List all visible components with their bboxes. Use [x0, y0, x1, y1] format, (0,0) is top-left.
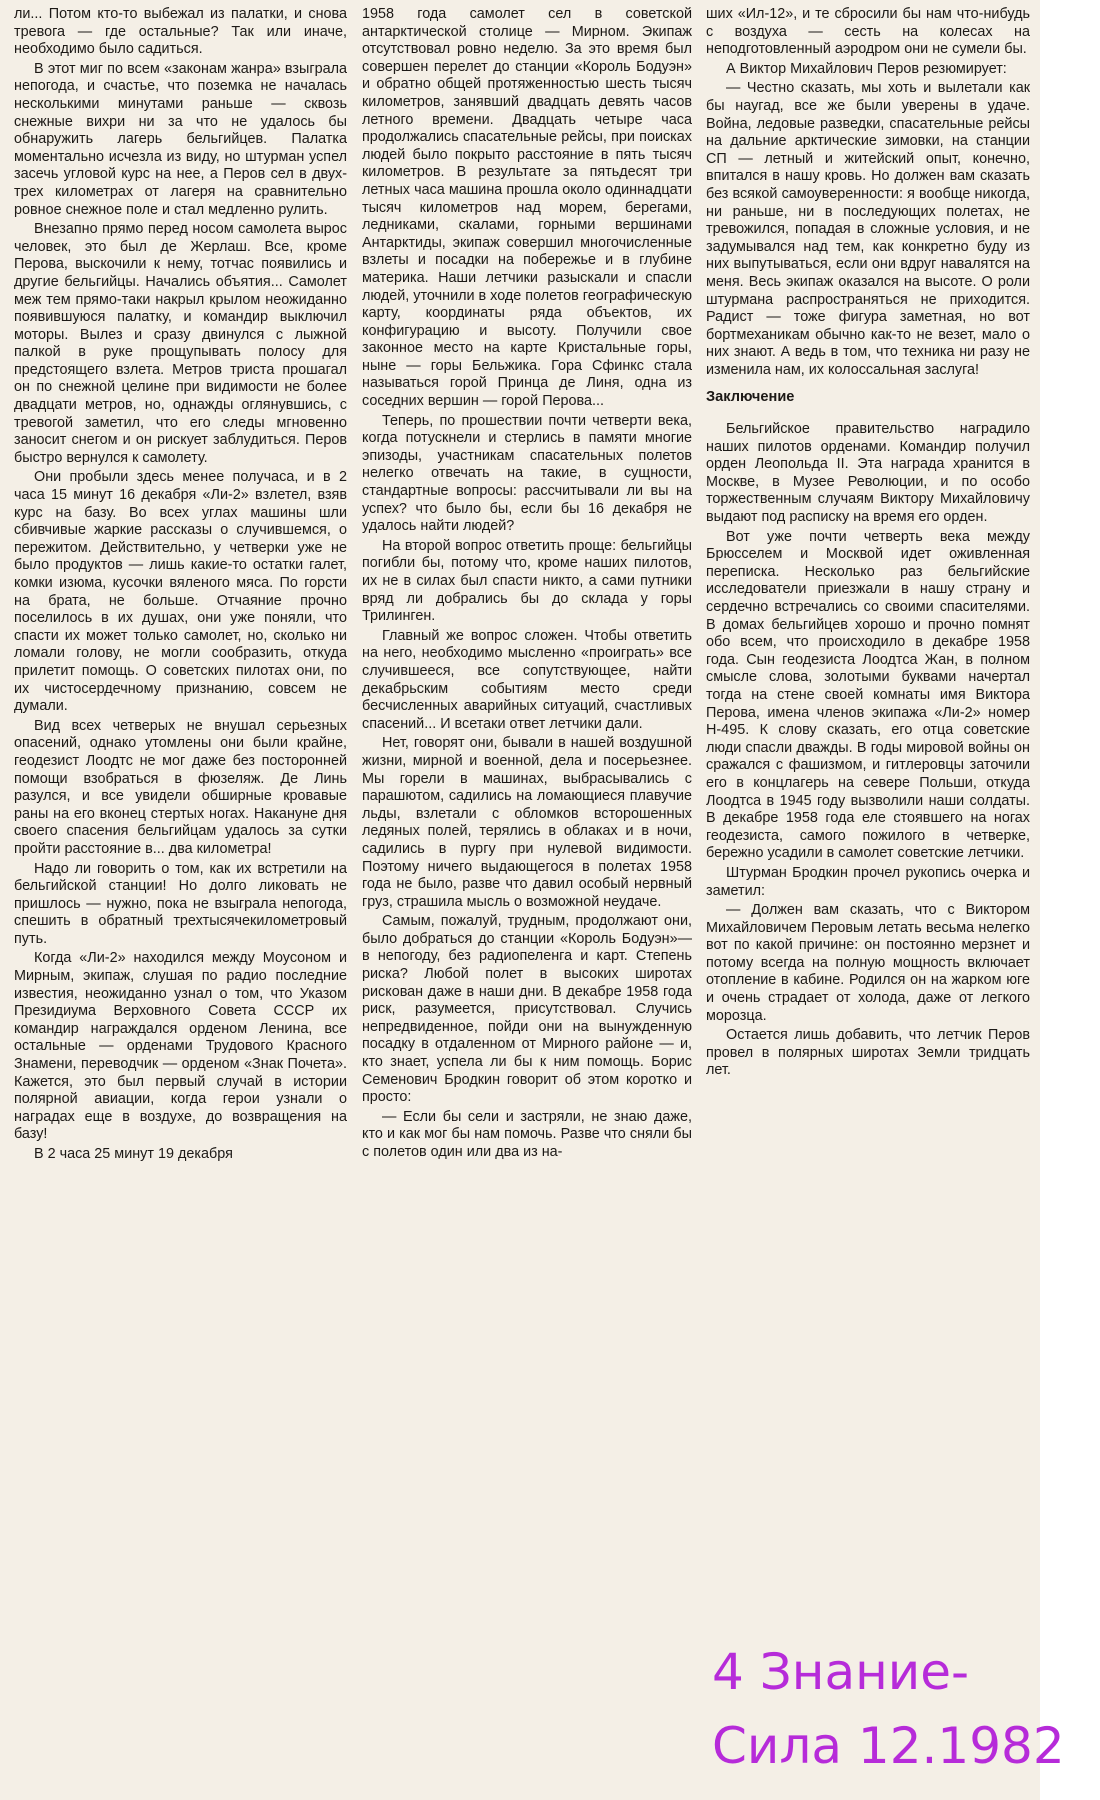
source-annotation-line-1: 4 Знание- — [712, 1643, 970, 1701]
article-column-2 — [362, 6, 692, 1800]
paragraph: ли... Потом кто-то выбежал из палатки, и снова тревога — где остальные? Так или иначе, необходимо было садиться. — [14, 6, 347, 58]
paragraph: Самым, пожалуй, трудным, продолжают они, было добраться до станции «Король Бодуэн»— в непогоду, без радиопеленга и карт. Степень риска? Любой полет в высоких широтах рискован даже в наши дни. В декабре 1958 года риск, разумеется, присутствовал. Случись непредвиденное, пойди они на вынужденную посадку в отдаленном от Мирного районе — и, кто знает, успела ли бы к ним помощь. Борис Семенович Бродкин говорит об этом коротко и просто: — [362, 913, 692, 1106]
paragraph: Вот уже почти четверть века между Брюсселем и Москвой идет оживленная переписка. Несколько раз бельгийские исследователи приезжали в нашу страну и сердечно встречались со своими спасителями. В домах бельгийцев хорошо и прочно помнят обо всем, что происходило в декабре 1958 года. Сын геодезиста Лоодтса Жан, в полном смысле слова, золотыми буквами начертал тогда на стене своей комнаты имя Виктора Перова, имена членов экипажа «Ли-2» номер Н-495. К слову сказать, его отца советские люди спасли дважды. В годы мировой войны он сражался с фашизмом, и гитлеровцы заточили его в концлагерь на севере Польши, откуда Лоодтса в 1945 году вызволили наши солдаты. В декабре 1958 года еле стоявшего на ногах геодезиста, самого пожилого в четверке, бережно усадили в самолет советские летчики. — [706, 528, 1030, 862]
paragraph: Внезапно прямо перед носом самолета вырос человек, это был де Жерлаш. Все, кроме Перова, выскочили к нему, тотчас появились и другие бельгийцы. Начались объятия... Самолет меж тем прямо-таки накрыл крылом неожиданно появившуюся палатку, и командир выключил моторы. Вылез и сразу двинулся с лыжной палкой в руке прощупывать полосу для предстоящего взлета. Метров триста прошагал он по снежной целине при видимости не более двадцати метров, но, однажды оглянувшись, с тревогой заметил, что его следы мгновенно заносит снегом и он рискует заблудиться. Перов быстро вернулся к самолету. — [14, 221, 347, 466]
source-annotation — [712, 1635, 1065, 1783]
paragraph: 1958 года самолет сел в советской антарктической столице — Мирном. Экипаж отсутствовал ровно неделю. За это время был совершен перелет до станции «Король Бодуэн» и обратно общей протяженностью шесть тысяч километров, занявший двадцать девять часов летного времени. Двадцать четыре часа продолжались спасательные рейсы, при поисках людей было покрыто расстояние в пять тысяч километров. В результате за пятьдесят три летных часа машина прошла около одиннадцати тысяч километров над морем, берегами, ледниками, скалами, горными вершинами Антарктиды, экипаж совершил многочисленные взлеты и посадки на побережье и в глубине материка. Наши летчики разыскали и спасли людей, уточнили в ходе полетов географическую карту, координаты ряда объектов, их конфигурацию и высоту. Получили свое законное место на карте Кристальные горы, ныне — горы Бельжика. Гора Сфинкс стала называться горой Принца де Линя, одна из соседних вершин — горой Перова... — [362, 6, 692, 410]
source-annotation-line-2: Сила 12.1982 — [712, 1717, 1065, 1775]
paragraph: — Должен вам сказать, что с Виктором Михайловичем Перовым летать весьма нелегко вот по какой причине: он постоянно мерзнет и потому всегда на полную мощность включает отопление в кабине. Родился он на жарком юге и очень страдает от холода, даже от легкого морозца. — [706, 902, 1030, 1024]
paragraph: Штурман Бродкин прочел рукопись очерка и заметил: — [706, 864, 1030, 899]
paragraph: ших «Ил-12», и те сбросили бы нам что-нибудь с воздуха — сесть на колесах на неподготовленный аэродром они не сумели бы. — [706, 6, 1030, 58]
paragraph: А Виктор Михайлович Перов резюмирует: — [726, 60, 1007, 77]
paragraph: Когда «Ли-2» находился между Моусоном и Мирным, экипаж, слушая по радио последние известия, неожиданно узнал о том, что Указом Президиума Верховного Совета СССР их командир награждался орденом Ленина, все остальные — орденами Трудового Красного Знамени, переводчик — орденом «Знак Почета». Кажется, это был первый случай в истории полярной авиации, когда герои узнали о наградах еще в воздухе, до возвращения на базу! — [14, 950, 347, 1143]
paragraph: Надо ли говорить о том, как их встретили на бельгийской станции! Но долго ликовать не пришлось — нужно, пока не взыграла непогода, спешить в обратный трехтысячекилометровый путь. — [14, 860, 347, 947]
section-heading: Заключение — [706, 389, 795, 406]
paragraph: — Если бы сели и застряли, не знаю даже, кто и как мог бы нам помочь. Разве что сняли бы с полетов один или два из на- — [362, 1108, 692, 1160]
paragraph: В этот миг по всем «законам жанра» взыграла непогода, и счастье, что поземка не началась несколькими минутами раньше — сквозь снежные вихри ни за что не удалось бы обнаружить лагерь бельгийцев. Палатка моментально исчезла из виду, но штурман успел засечь угловой курс на нее, а Перов сел в двух-трех километрах от лагеря на сравнительно ровное снежное поле и стал медленно рулить. — [14, 60, 347, 218]
paragraph: Нет, говорят они, бывали в нашей воздушной жизни, мирной и военной, дела и посерьезнее. Мы горели в машинах, выбрасывались с парашютом, садились на ломающиеся плавучие льды, взлетали с обломков всторошенных ледяных полей, терялись в облаках и в ночи, садились в пургу при нулевой видимости. Поэтому ничего выдающегося в полетах 1958 года не было, разве что давил особый нервный груз, страшила мысль о возможной неудаче. — [362, 735, 692, 910]
paragraph: В 2 часа 25 минут 19 декабря — [34, 1146, 233, 1162]
paragraph: Главный же вопрос сложен. Чтобы ответить на него, необходимо мысленно «проиграть» все случившееся, все сопутствующее, найти декабрьским событиям место среди бесчисленных аварийных ситуаций, счастливых спасений... И всетаки ответ летчики дали. — [362, 627, 692, 732]
article-column-3 — [706, 6, 1030, 1466]
paragraph: Остается лишь добавить, что летчик Перов провел в полярных широтах Земли тридцать лет. — [706, 1027, 1030, 1079]
paragraph: На второй вопрос ответить проще: бельгийцы погибли бы, потому что, кроме наших пилотов, их не в силах был спасти никто, а сами путники вряд ли добрались бы до склада у горы Трилинген. — [362, 537, 692, 625]
paragraph: Они пробыли здесь менее получаса, и в 2 часа 15 минут 16 декабря «Ли-2» взлетел, взяв курс на базу. Во всех углах машины шли сбивчивые жаркие рассказы о случившемся, о пережитом. Действительно, у четверки уже не было продуктов — лишь какие-то остатки галет, комки изюма, кусочки вяленого мяса. По горсти на брата, не больше. Отчаяние прочно поселилось в их душах, они уже поняли, что спасти их может только самолет, но, сколько ни ломали голову, не могли сообразить, откуда прилетит помощь. О советских пилотах они, по их чистосердечному признанию, совсем не думали. — [14, 469, 347, 715]
paragraph: Бельгийское правительство наградило наших пилотов орденами. Командир получил орден Леопольда II. Эта награда хранится в Москве, в Музее Революции, и по особо торжественным случаям Виктору Михайловичу выдают под расписку на время его орден. — [706, 421, 1030, 526]
paragraph: Вид всех четверых не внушал серьезных опасений, однако утомлены они были крайне, геодезист Лоодтс не мог даже без посторонней помощи взобраться в фюзеляж. Де Линь разулся, и все увидели обширные кровавые раны на его вконец стертых ногах. Накануне дня своего спасения бельгийцам удалось за сутки пройти расстояние в... два километра! — [14, 717, 347, 857]
paragraph: Теперь, по прошествии почти четверти века, когда потускнели и стерлись в памяти многие эпизоды, участникам спасательных полетов нелегко отвечать на такие, в сущности, стандартные вопросы: рассчитывали ли вы на успех? что было бы, если бы 16 декабря не удалось найти людей? — [362, 412, 692, 535]
article-column-1 — [14, 6, 347, 1800]
paragraph: — Честно сказать, мы хоть и вылетали как бы наугад, все же были уверены в удаче. Война, ледовые разведки, спасательные рейсы на дальние арктические зимовки, на станции СП — летный и житейский опыт, конечно, впитался в нашу кровь. Но должен вам сказать без всякой самоуверенности: я вообще никогда, ни раньше, ни в последующих полетах, не тревожился, попадая в сложные условия, и не задумывался над тем, как конкретно буду из них выпутываться, если они вдруг навалятся на меня. Весь экипаж оказался на высоте. О роли штурмана распространяться не приходится. Радист — тоже фигура заметная, но вот бортмеханикам обычно как-то не везет, мало о них знают. А ведь в том, что техника ни разу не изменила нам, их колоссальная заслуга! — [706, 80, 1030, 378]
